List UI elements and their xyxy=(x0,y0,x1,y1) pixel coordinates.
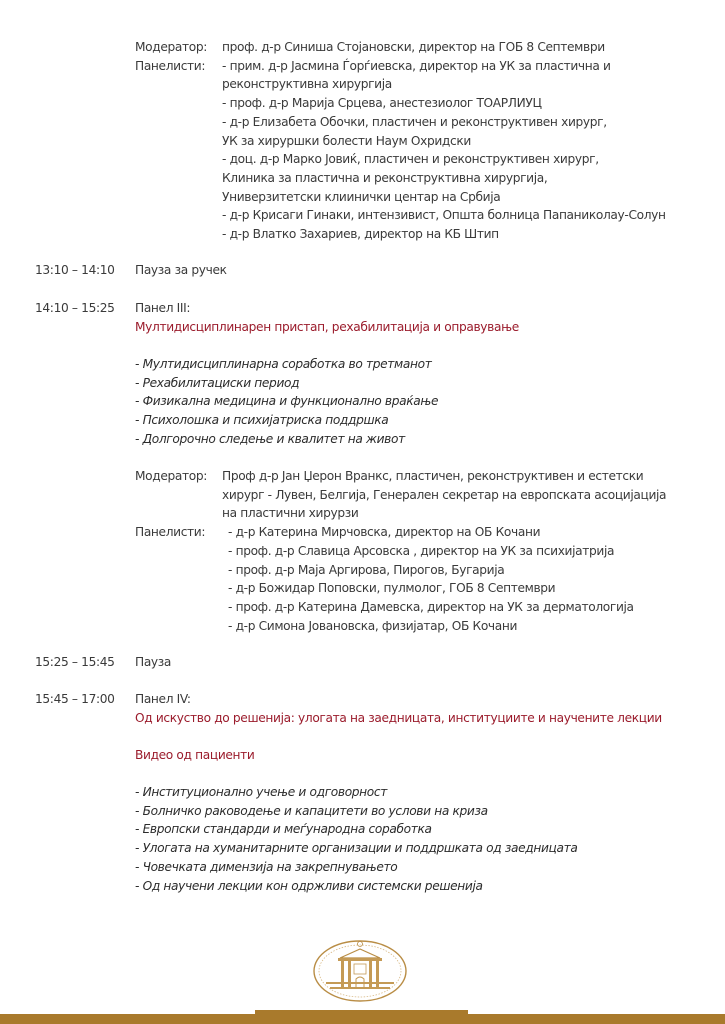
panel3-panelist: - проф. д-р Катерина Дамевска, директор на УК за дерматологија xyxy=(228,599,634,614)
panel4-topic: - Институционално учење и одговорност xyxy=(135,785,388,799)
panelist-line: Универзитетски клиинички центар на Србија xyxy=(222,189,501,204)
panel3-panelists-label: Панелисти: xyxy=(135,525,206,540)
panel3-topic: - Физикална медицина и функционално враќање xyxy=(135,394,439,409)
panel4-topic: - Улогата на хуманитарните организации и поддршката од заедницата xyxy=(135,841,578,856)
panelists-label: Панелисти: xyxy=(135,58,206,73)
break-time: 15:25 – 15:45 xyxy=(35,655,115,669)
panelist-line: - доц. д-р Марко Јовиќ, пластичен и реконструктивен хирург, xyxy=(222,152,599,167)
panel4-video: Видео од пациенти xyxy=(135,748,255,762)
panelist-line: - д-р Влатко Захариев, директор на КБ Штип xyxy=(222,227,499,241)
panel3-panelist: - д-р Симона Јовановска, физијатар, ОБ Кочани xyxy=(228,618,518,633)
moderator-name: проф. д-р Синиша Стојановски, директор на ГОБ 8 Септември xyxy=(222,40,605,54)
panel3-panelist: - проф. д-р Славица Арсовска , директор на УК за психијатрија xyxy=(228,543,615,558)
panelist-line: - д-р Елизабета Обочки, пластичен и реконструктивен хирург, xyxy=(222,114,607,129)
panelist-line: - проф. д-р Марија Срцева, анестезиолог ТОАРЛИУЦ xyxy=(222,96,542,111)
panel4-time: 15:45 – 17:00 xyxy=(35,692,115,706)
panel3-topic: - Рехабилитациски период xyxy=(135,375,300,390)
panel3-time: 14:10 – 15:25 xyxy=(35,301,115,315)
lunch-title: Пауза за ручек xyxy=(135,263,227,277)
panel3-subtitle: Мултидисциплинарен пристап, рехабилитација и оправување xyxy=(135,320,519,334)
panel3-panelist: - д-р Божидар Поповски, пулмолог, ГОБ 8 Септември xyxy=(228,581,556,596)
panel4-topic: - Човечката димензија на закрепнувањето xyxy=(135,859,398,874)
panel4-topic: - Европски стандарди и меѓународна соработка xyxy=(135,822,432,837)
panel4-topic: - Од научени лекции кон одржливи системски решенија xyxy=(135,878,483,893)
panel3-moderator-line: хирург - Лувен, Белгија, Генерален секретар на европската асоцијација xyxy=(222,487,667,502)
panelist-line: реконструктивна хирургија xyxy=(222,77,392,92)
panel4-topic: - Болничко раководење и капацитети во услови на криза xyxy=(135,803,488,818)
lunch-time: 13:10 – 14:10 xyxy=(35,263,115,277)
panel3-topic: - Мултидисциплинарна соработка во третманот xyxy=(135,357,432,371)
panelist-line: - прим. д-р Јасмина Ѓорѓиевска, директор на УК за пластична и xyxy=(222,58,611,73)
panel3-title: Панел III: xyxy=(135,301,191,315)
panel3-moderator-line: на пластични хирурзи xyxy=(222,506,359,521)
panel3-topic: - Психолошка и психијатриска поддршка xyxy=(135,413,389,428)
panelist-line: УК за хируршки болести Наум Охридски xyxy=(222,133,471,148)
moderator-label: Модератор: xyxy=(135,40,207,54)
panel3-topic: - Долгорочно следење и квалитет на живот xyxy=(135,431,405,446)
panel4-subtitle: Од искуство до решенија: улогата на заедницата, институциите и научените лекции xyxy=(135,711,662,725)
panel4-title: Панел IV: xyxy=(135,692,191,706)
footer-bar xyxy=(0,1014,725,1024)
panelist-line: - д-р Крисаги Гинаки, интензивист, Општа болница Папаниколау-Солун xyxy=(222,208,666,223)
building-logo-icon xyxy=(312,938,408,1004)
panelist-line: Клиника за пластична и реконструктивна хирургија, xyxy=(222,170,548,185)
panel3-panelist: - проф. д-р Маја Аргирова, Пирогов, Бугарија xyxy=(228,562,505,577)
panel3-moderator-label: Модератор: xyxy=(135,469,207,483)
break-title: Пауза xyxy=(135,655,172,669)
panel3-panelist: - д-р Катерина Мирчовска, директор на ОБ Кочани xyxy=(228,525,541,540)
panel3-moderator-line: Проф д-р Јан Џерон Вранкс, пластичен, реконструктивен и естетски xyxy=(222,469,644,483)
